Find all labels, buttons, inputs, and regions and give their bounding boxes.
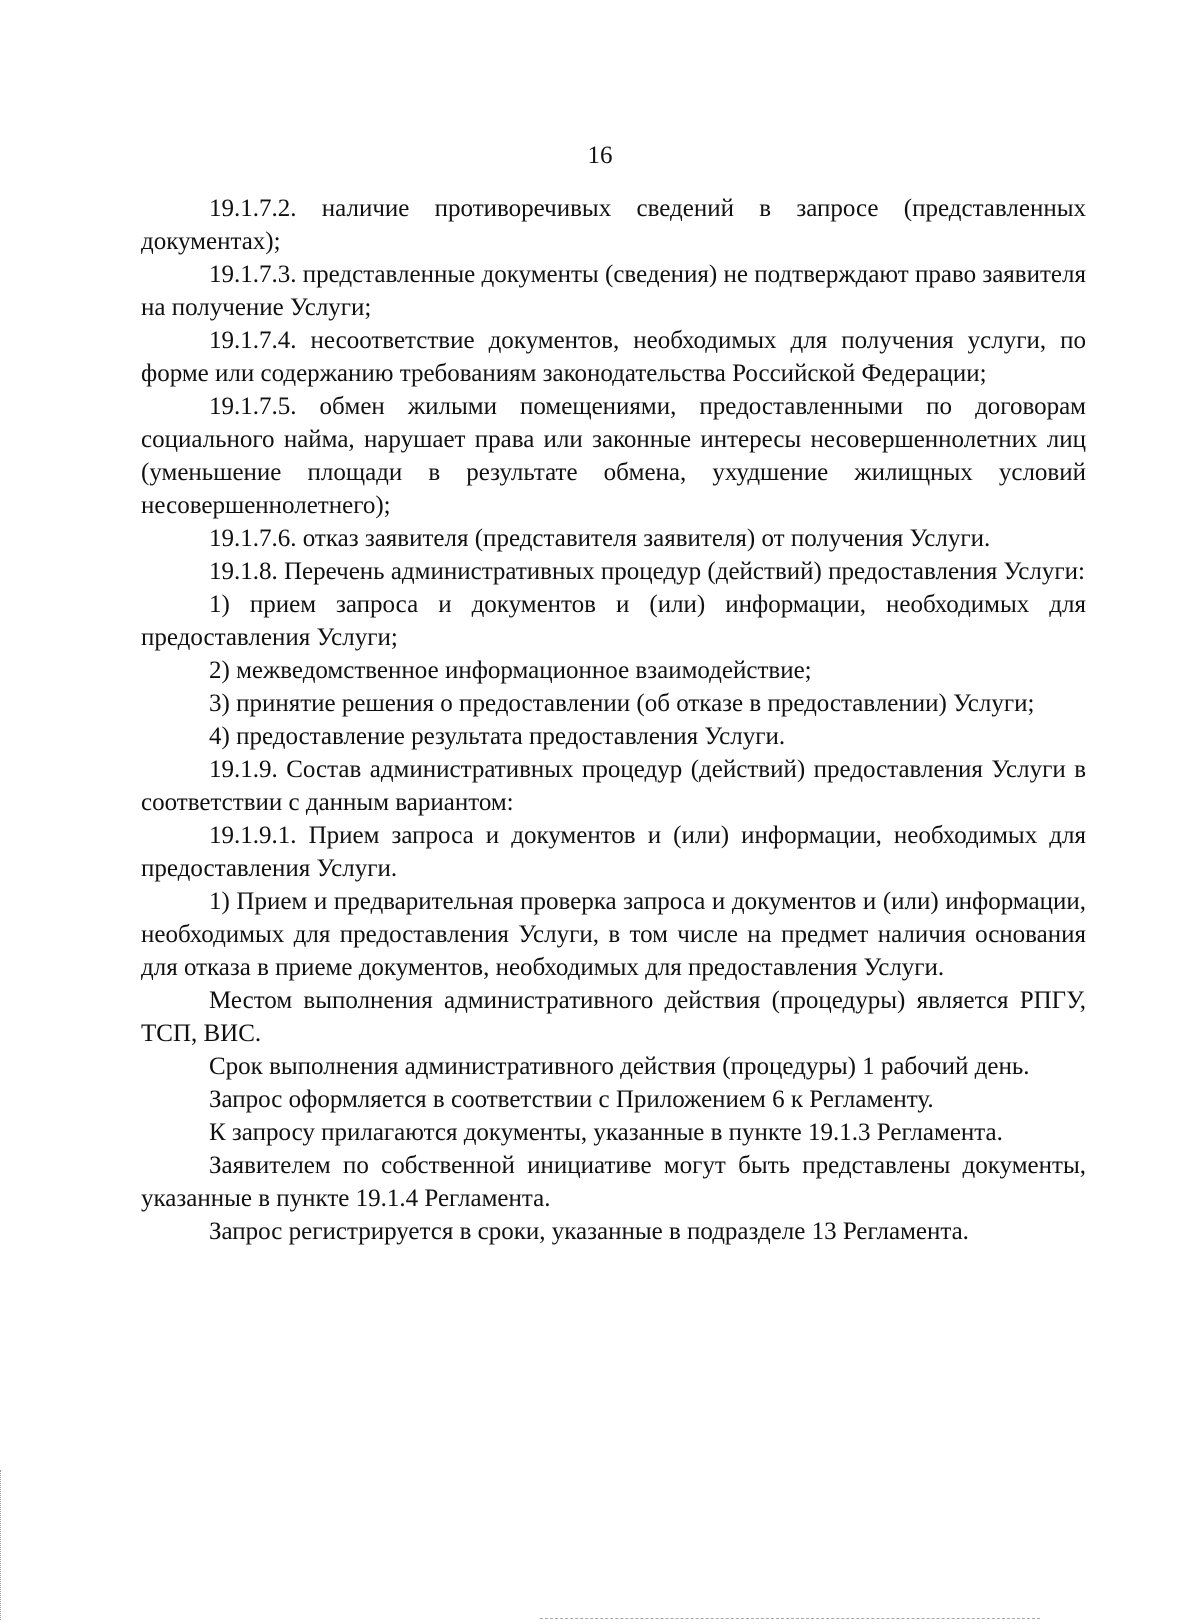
procedure-step-1: 1) Прием и предварительная проверка запроса и документов и (или) информации, необходимых для предоставления Услуги, в том числе на предмет наличия основания для отказа в приеме документов, необходимых для предоставления Услуги. bbox=[141, 888, 1086, 981]
page-number: 16 bbox=[587, 142, 613, 169]
paragraph-19-1-7-2: 19.1.7.2. наличие противоречивых сведений в запросе (представленных документах); bbox=[141, 195, 1086, 255]
paragraph-19-1-8: 19.1.8. Перечень административных процедур (действий) предоставления Услуги: bbox=[209, 558, 1085, 585]
paragraph-19-1-7-5: 19.1.7.5. обмен жилыми помещениями, предоставленными по договорам социального найма, нарушает права или законные интересы несовершеннолетних лиц (уменьшение площади в результате обмена, ухудшение жилищных условий несовершеннолетнего); bbox=[141, 393, 1086, 519]
paragraph-19-1-7-4: 19.1.7.4. несоответствие документов, необходимых для получения услуги, по форме или содержанию требованиям законодательства Российской Федерации; bbox=[141, 327, 1086, 387]
list-item-3: 3) принятие решения о предоставлении (об отказе в предоставлении) Услуги; bbox=[209, 690, 1035, 717]
list-item-4: 4) предоставление результата предоставления Услуги. bbox=[209, 723, 786, 750]
paragraph-19-1-9: 19.1.9. Состав административных процедур (действий) предоставления Услуги в соответствии с данным вариантом: bbox=[141, 756, 1086, 816]
procedure-deadline: Срок выполнения административного действия (процедуры) 1 рабочий день. bbox=[209, 1053, 1030, 1080]
list-item-1: 1) прием запроса и документов и (или) информации, необходимых для предоставления Услуги; bbox=[141, 591, 1086, 651]
list-item-2: 2) межведомственное информационное взаимодействие; bbox=[209, 657, 812, 684]
procedure-location: Местом выполнения административного действия (процедуры) является РПГУ, ТСП, ВИС. bbox=[141, 987, 1086, 1047]
request-form-note: Запрос оформляется в соответствии с Приложением 6 к Регламенту. bbox=[209, 1086, 934, 1113]
attached-documents-note: К запросу прилагаются документы, указанные в пункте 19.1.3 Регламента. bbox=[209, 1119, 1003, 1146]
paragraph-19-1-7-6: 19.1.7.6. отказ заявителя (представителя заявителя) от получения Услуги. bbox=[209, 525, 991, 552]
paragraph-19-1-9-1: 19.1.9.1. Прием запроса и документов и (или) информации, необходимых для предоставления Услуги. bbox=[141, 822, 1086, 882]
optional-documents-note: Заявителем по собственной инициативе могут быть представлены документы, указанные в пункте 19.1.4 Регламента. bbox=[141, 1152, 1086, 1212]
document-body bbox=[141, 192, 1086, 1248]
paragraph-19-1-7-3: 19.1.7.3. представленные документы (сведения) не подтверждают право заявителя на получение Услуги; bbox=[141, 261, 1086, 321]
registration-note: Запрос регистрируется в сроки, указанные в подразделе 13 Регламента. bbox=[209, 1218, 969, 1245]
scan-edge-artifact bbox=[0, 1470, 4, 1620]
scan-bottom-artifact bbox=[540, 1618, 1040, 1619]
